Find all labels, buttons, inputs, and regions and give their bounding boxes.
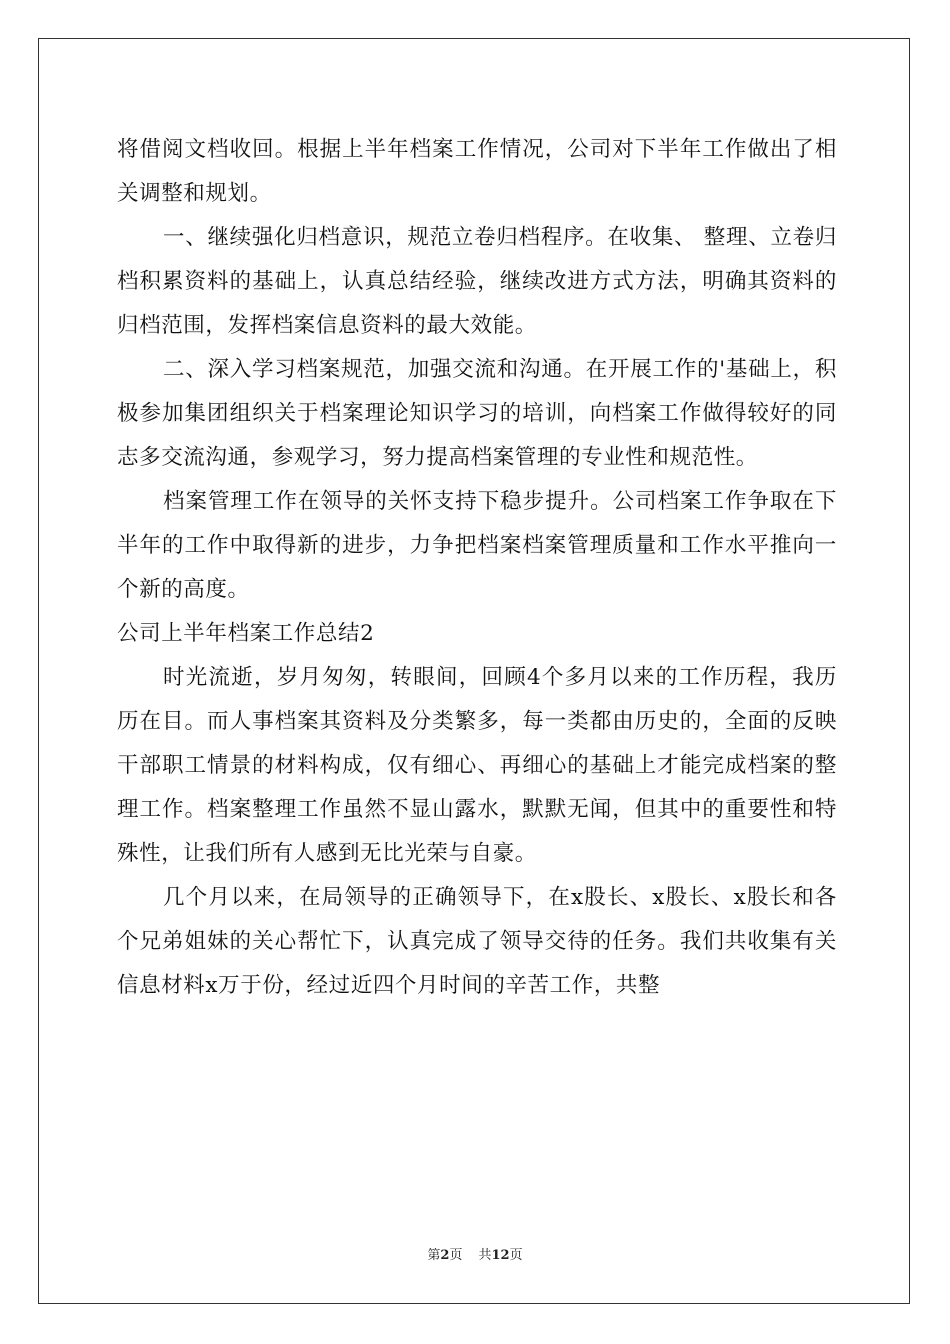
page-footer: [0, 1248, 950, 1264]
paragraph: 几个月以来，在局领导的正确领导下，在x股长、x股长、x股长和各个兄弟姐妹的关心帮忙下，认真完成了领导交待的任务。我们共收集有关信息材料x万于份，经过近四个月时间的辛苦工作，共整: [117, 885, 837, 998]
total-pages: 12: [491, 1248, 510, 1263]
document-body: [117, 128, 837, 1008]
page-number: 2: [440, 1248, 450, 1263]
section-heading: 公司上半年档案工作总结2: [117, 621, 375, 646]
paragraph: 时光流逝，岁月匆匆，转眼间，回顾4个多月以来的工作历程，我历历在目。而人事档案其资料及分类繁多，每一类都由历史的，全面的反映干部职工情景的材料构成，仅有细心、再细心的基础上才能完成档案的整理工作。档案整理工作虽然不显山露水，默默无闻，但其中的重要性和特殊性，让我们所有人感到无比光荣与自豪。: [117, 665, 837, 866]
total-label-suffix: 页: [509, 1248, 523, 1263]
paragraph: 档案管理工作在领导的关怀支持下稳步提升。公司档案工作争取在下半年的工作中取得新的进步，力争把档案档案管理质量和工作水平推向一个新的高度。: [117, 489, 837, 602]
page-label-prefix: 第: [427, 1248, 441, 1263]
page-label-suffix: 页: [449, 1248, 463, 1263]
paragraph: 一、继续强化归档意识，规范立卷归档程序。在收集、 整理、立卷归档积累资料的基础上，认真总结经验，继续改进方式方法，明确其资料的归档范围，发挥档案信息资料的最大效能。: [117, 225, 837, 338]
paragraph: 二、深入学习档案规范，加强交流和沟通。在开展工作的'基础上，积极参加集团组织关于档案理论知识学习的培训，向档案工作做得较好的同志多交流沟通，参观学习，努力提高档案管理的专业性和规范性。: [117, 357, 837, 470]
total-label-prefix: 共: [478, 1248, 492, 1263]
paragraph: 将借阅文档收回。根据上半年档案工作情况，公司对下半年工作做出了相关调整和规划。: [117, 137, 837, 206]
